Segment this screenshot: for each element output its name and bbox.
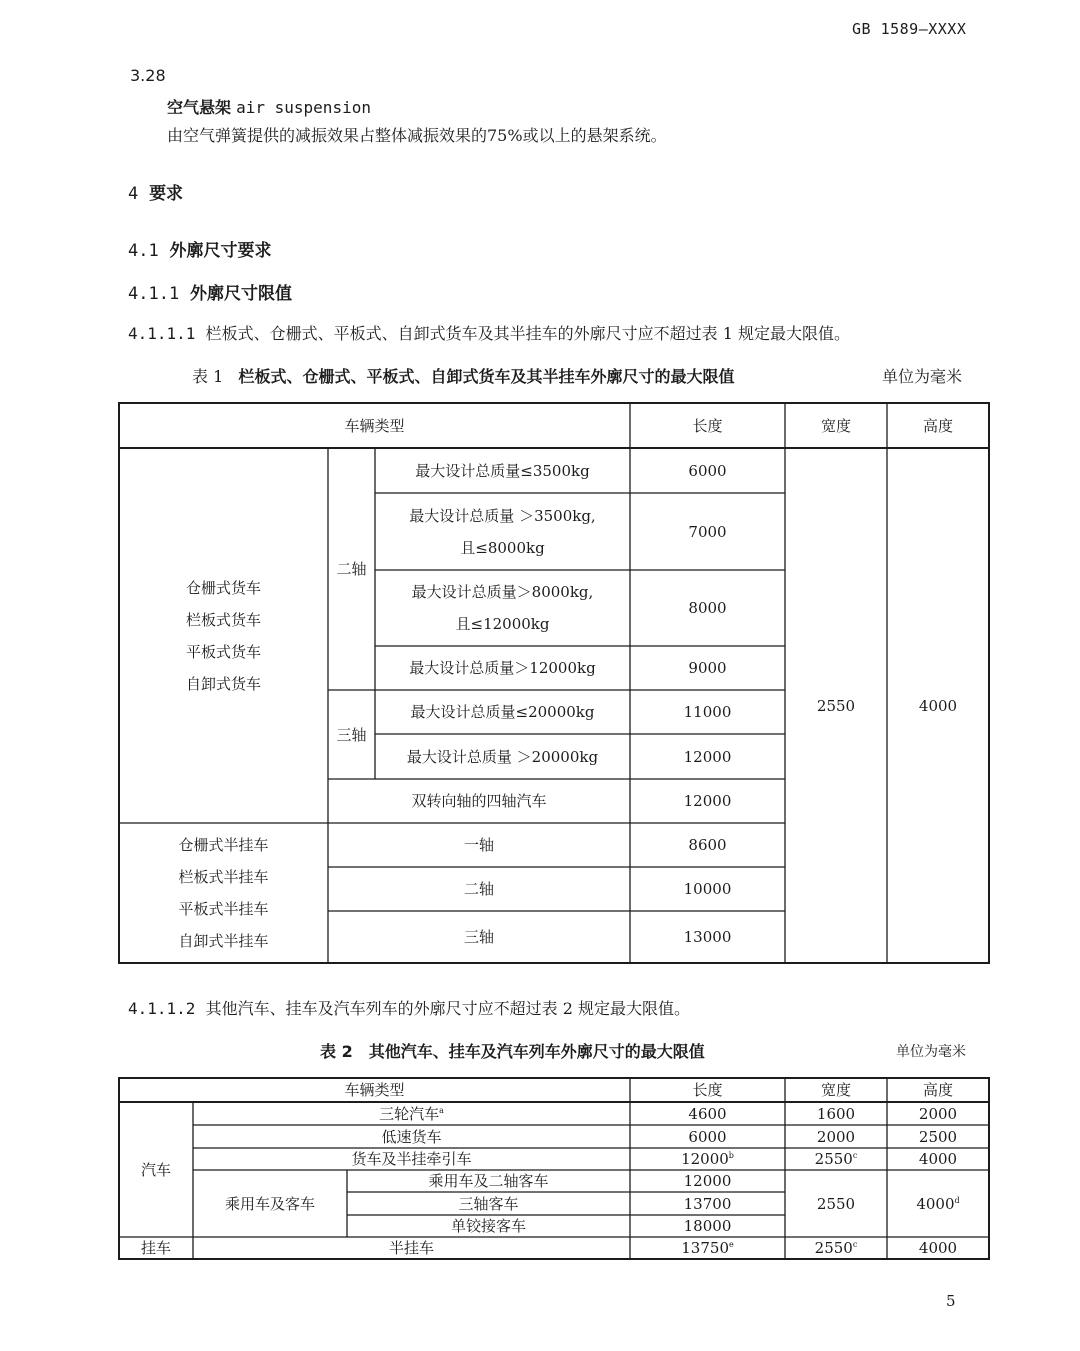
table1-semi-axle: 三轴 [463,928,494,946]
table1-caption-title: 栏板式、仓栅式、平板式、自卸式货车及其半挂车外廓尺寸的最大限值 [238,367,735,386]
footnote-mark: c [852,1240,858,1249]
heading-number: 4 [128,184,139,204]
table2-height-number: 4000 [916,1194,955,1213]
table2-unit: 单位为毫米 [896,1044,966,1060]
table2-length-text [681,1148,734,1170]
table1-semi-type: 栏板式半挂车 [178,868,269,886]
table1-length-value: 12000 [683,792,732,810]
table2-length-value: 6000 [688,1127,727,1146]
term-entry [167,95,371,118]
table1-length-value: 12000 [683,747,732,766]
table2-length-value: 12000 [683,1172,732,1190]
table2-width-number: 2550 [814,1239,853,1257]
table1-four-axle: 双转向轴的四轴汽车 [411,792,547,810]
table2-header-type: 车辆类型 [344,1081,405,1099]
table2-length-text [681,1237,733,1259]
table2-motor-vehicle: 汽车 [140,1160,171,1179]
table2-width-value [785,1148,887,1170]
document-code: GB 1589—XXXX [852,20,967,38]
table2-length-value: 4600 [688,1104,727,1123]
heading-title: 要求 [149,184,184,204]
table1-header-length: 长度 [692,416,723,435]
table2-row-name [193,1102,630,1125]
table1-length-value: 7000 [688,522,727,541]
heading-4-1 [128,236,272,261]
table1-condition: 最大设计总质量＞12000kg [409,659,596,677]
table2-length-number: 13750 [681,1239,729,1257]
footnote-mark: b [728,1151,734,1160]
heading-title: 外廓尺寸限值 [190,284,292,304]
table2-width-text [815,1148,858,1170]
table2-height-value: 2000 [918,1104,958,1123]
table1-unit: 单位为毫米 [882,367,963,386]
clause-text: 其他汽车、挂车及汽车列车的外廓尺寸应不超过表 2 规定最大限值。 [205,999,690,1018]
table2-row-name: 乘用车及二轴客车 [428,1172,549,1190]
table2-row-name: 低速货车 [381,1127,442,1146]
table1-header-type: 车辆类型 [344,416,405,435]
clause-number-3-28: 3.28 [130,66,166,85]
table1-length-value: 6000 [688,461,727,480]
table1-width-value: 2550 [816,696,856,715]
table1-semi-type: 自卸式半挂车 [178,932,269,950]
heading-number: 4.1 [128,241,159,261]
table2-width-value [785,1237,887,1259]
table2-length-value: 18000 [683,1217,732,1235]
table2-length-number: 12000 [681,1150,729,1168]
table1-truck-group [119,448,328,823]
heading-4-1-1 [128,279,292,304]
table2-width-text [815,1237,858,1259]
table2-height-value: 4000 [918,1150,958,1168]
table1-condition: 最大设计总质量 ＞20000kg [406,747,599,766]
table1-condition [375,570,630,646]
table1-truck-type: 仓栅式货车 [185,578,261,597]
table2-row-label: 三轮汽车 [379,1104,440,1123]
footnote-mark: e [728,1240,734,1249]
table2-height-value [887,1170,989,1237]
table2-row-name: 三轴客车 [458,1194,519,1213]
table1-semi-type: 仓栅式半挂车 [178,836,269,854]
table1-caption [192,364,735,387]
table2-length-value [630,1148,785,1170]
table2-length-value: 13700 [683,1194,732,1213]
table1-caption-prefix: 表 1 [192,367,224,386]
clause-number: 4.1.1.2 [128,999,196,1018]
table1-truck-type: 栏板式货车 [185,610,261,629]
table2-caption: 表 2 其他汽车、挂车及汽车列车外廓尺寸的最大限值 [320,1042,705,1061]
heading-number: 4.1.1 [128,284,180,304]
table1-axle-2: 二轴 [336,560,367,578]
table1-length-value: 8000 [688,599,727,617]
clause-text: 栏板式、仓栅式、平板式、自卸式货车及其半挂车的外廓尺寸应不超过表 1 规定最大限值。 [205,324,850,343]
table2-row-name: 半挂车 [388,1239,434,1257]
table2-passenger-group: 乘用车及客车 [224,1194,315,1213]
table2-width-value: 1600 [816,1104,856,1123]
table2-height-value: 2500 [918,1127,958,1146]
table1-semi-type: 平板式半挂车 [178,900,269,918]
heading-4 [128,179,183,204]
table1-truck-type: 平板式货车 [185,642,261,661]
table1-truck-type: 自卸式货车 [185,674,261,693]
table2-header-height: 高度 [922,1081,953,1099]
footnote-mark: d [954,1195,960,1205]
table2-height-text [916,1193,959,1215]
table1-length-value: 11000 [683,703,732,721]
table2-row-name: 单铰接客车 [450,1217,526,1235]
heading-title: 外廓尺寸要求 [169,241,272,261]
table1-condition-line: 且≤12000kg [455,615,550,633]
table1-semi-axle: 一轴 [463,836,494,854]
table2-width-value: 2000 [816,1127,856,1146]
clause-4-1-1-2 [128,996,690,1019]
page-number: 5 [946,1292,956,1310]
table1-condition-line: 最大设计总质量 ＞3500kg, [409,506,596,525]
table2-width-value: 2550 [816,1194,856,1213]
table2-header-length: 长度 [692,1081,723,1099]
table1-length-value: 10000 [683,880,732,898]
table1-header-width: 宽度 [820,416,851,435]
table1-header-height: 高度 [922,416,953,435]
table1-condition: 最大设计总质量≤3500kg [415,461,590,480]
term-chinese: 空气悬架 [167,98,232,117]
table1-condition-line: 最大设计总质量＞8000kg, [411,583,594,601]
table1-condition-line: 且≤8000kg [460,538,545,557]
table2-trailer: 挂车 [140,1239,171,1257]
table1-length-value: 9000 [688,659,727,677]
table1-semi-group [119,823,328,963]
term-definition: 由空气弹簧提供的减振效果占整体减振效果的75%或以上的悬架系统。 [167,126,667,145]
table1-height-value: 4000 [918,696,958,715]
table2-length-value [630,1237,785,1259]
table2-height-value: 4000 [918,1239,958,1257]
clause-number: 4.1.1.1 [128,324,196,343]
table2-row-name-text [379,1103,444,1125]
term-english: air suspension [236,98,371,117]
footnote-mark: c [852,1151,858,1160]
table1-semi-axle: 二轴 [463,880,494,898]
clause-4-1-1-1 [128,321,850,344]
table1-axle-3: 三轴 [336,725,367,744]
table2-width-number: 2550 [814,1150,853,1168]
table1-length-value: 13000 [683,928,732,946]
table1-length-value: 8600 [688,836,727,854]
table2-row-name: 货车及半挂牵引车 [351,1150,472,1168]
table1-condition [375,493,630,570]
table2-header-width: 宽度 [820,1081,851,1099]
footnote-mark: a [439,1105,444,1115]
table1-condition: 最大设计总质量≤20000kg [410,703,595,721]
